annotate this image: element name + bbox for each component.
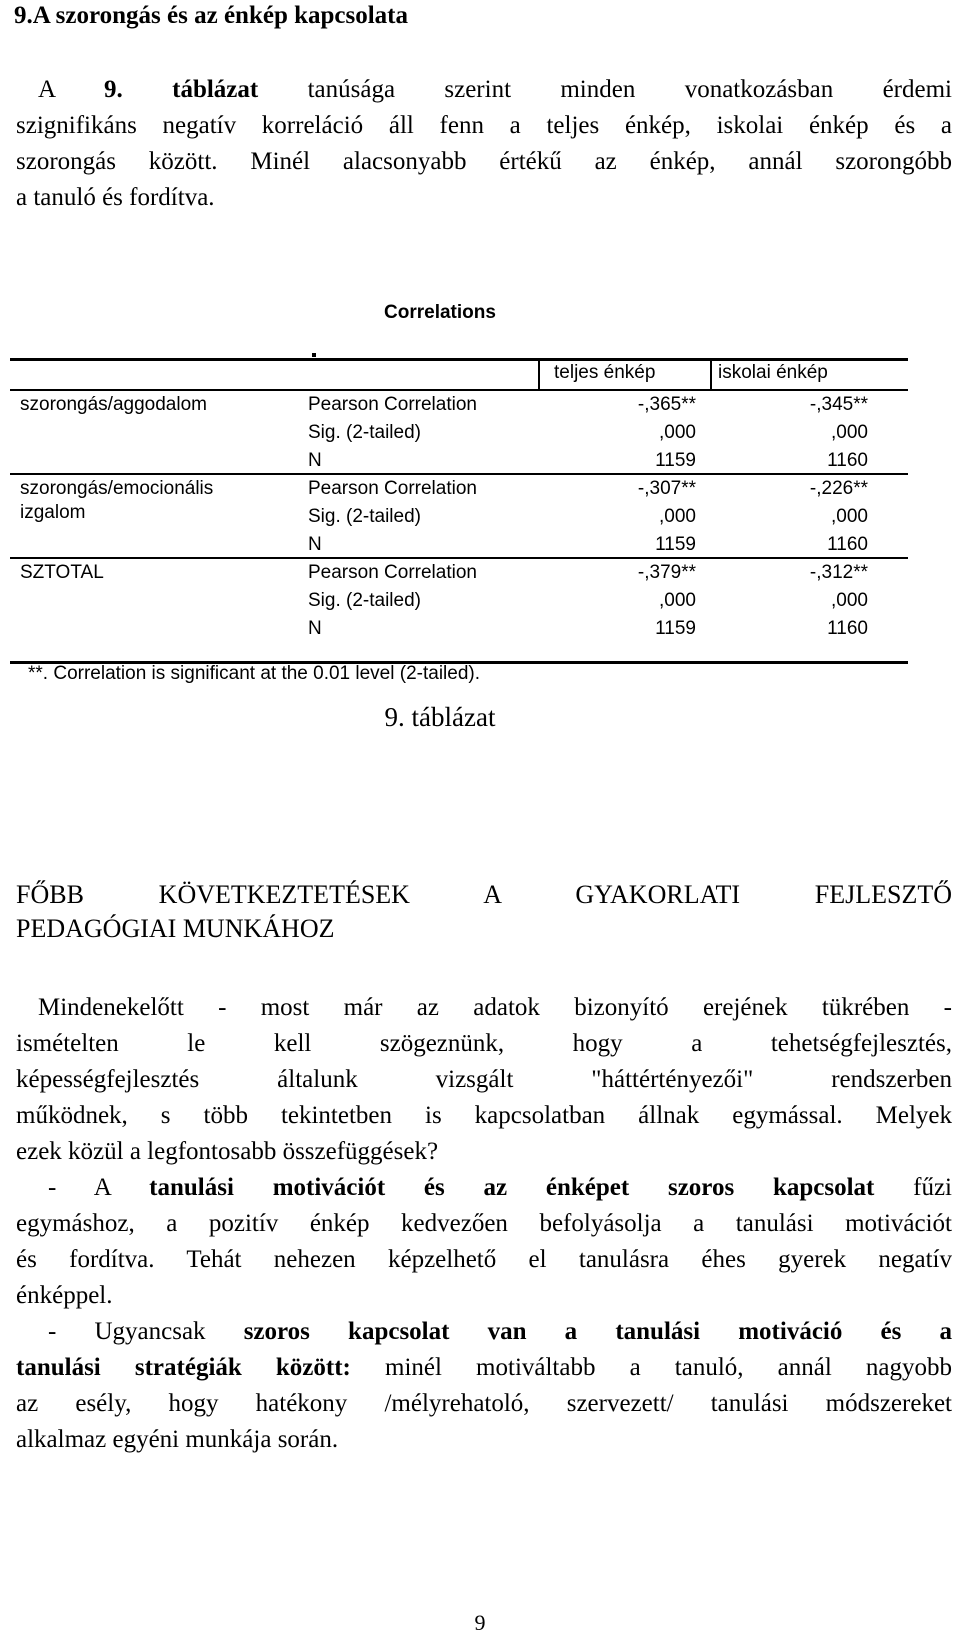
body-text [16, 990, 952, 1458]
cell-iskolai-enkep: 1160 [827, 618, 868, 639]
cell-iskolai-enkep: 1160 [827, 534, 868, 555]
table-marker [312, 353, 316, 357]
row-variable-label: szorongás/aggodalom [20, 394, 207, 415]
cell-iskolai-enkep: ,000 [831, 590, 868, 611]
row-statistic-label: Sig. (2-tailed) [308, 506, 421, 527]
body-line: ismételten le kell szögeznünk, hogy a tehetségfejlesztés, [16, 1030, 952, 1057]
row-variable-label: izgalom [20, 502, 86, 523]
column-divider [710, 361, 712, 391]
body-text-span: Mindenekelőtt - most már az adatok bizonyító erejének tükrében - [38, 994, 952, 1021]
cell-iskolai-enkep: -,312** [809, 562, 868, 583]
col-header-iskolai-enkep: iskolai énkép [718, 362, 828, 383]
row-statistic-label: N [308, 450, 322, 471]
body-line: énképpel. [16, 1282, 113, 1309]
row-variable-label: szorongás/emocionális [20, 478, 214, 499]
col-header-teljes-enkep: teljes énkép [554, 362, 656, 383]
cell-teljes-enkep: -,365** [637, 394, 696, 415]
row-statistic-label: Pearson Correlation [308, 478, 477, 499]
row-statistic-label: Sig. (2-tailed) [308, 590, 421, 611]
section-heading: 9.A szorongás és az énkép kapcsolata [14, 2, 409, 29]
row-statistic-label: Pearson Correlation [308, 394, 477, 415]
intro-text: A [38, 76, 105, 103]
row-statistic-label: N [308, 534, 322, 555]
body-text-span: - Ugyancsak [48, 1318, 244, 1345]
body-text-span: - A [48, 1174, 150, 1201]
intro-line-1 [16, 72, 952, 108]
body-line [16, 1314, 952, 1350]
cell-teljes-enkep: -,379** [637, 562, 696, 583]
cell-teljes-enkep: ,000 [659, 422, 696, 443]
body-line: az esély, hogy hatékony /mélyrehatoló, szervezett/ tanulási módszereket [16, 1390, 952, 1417]
cell-iskolai-enkep: -,345** [809, 394, 868, 415]
intro-line-3: szorongás között. Minél alacsonyabb értékű az énkép, annál szorongóbb [16, 148, 952, 175]
row-statistic-label: N [308, 618, 322, 639]
intro-text: tanúsága szerint minden vonatkozásban érdemi [258, 76, 953, 103]
body-line [16, 1170, 952, 1206]
heading-line-1: FŐBB KÖVETKEZTETÉSEK A GYAKORLATI FEJLESZTŐ [16, 880, 952, 909]
cell-teljes-enkep: 1159 [655, 450, 696, 471]
body-line [16, 990, 952, 1026]
correlations-table [10, 358, 908, 664]
cell-teljes-enkep: ,000 [659, 590, 696, 611]
column-divider [538, 361, 540, 391]
body-line: működnek, s több tekintetben is kapcsolatban állnak egymással. Melyek [16, 1102, 952, 1129]
heading-line-2: PEDAGÓGIAI MUNKÁHOZ [16, 914, 335, 943]
table-caption: 9. táblázat [384, 702, 496, 732]
body-text-span: minél motiváltabb a tanuló, annál nagyobb [350, 1354, 952, 1381]
row-variable-label: SZTOTAL [20, 562, 104, 583]
emphasis: tanulási stratégiák között: [16, 1354, 351, 1381]
body-line [16, 1350, 952, 1386]
body-line: képességfejlesztés általunk vizsgált "háttértényezői" rendszerben [16, 1066, 952, 1093]
body-line: ezek közül a legfontosabb összefüggések? [16, 1138, 439, 1165]
body-line: alkalmaz egyéni munkája során. [16, 1426, 339, 1453]
emphasis: tanulási motivációt és az énképet szoros kapcsolat [149, 1174, 875, 1201]
body-text-span: fűzi [874, 1174, 952, 1201]
cell-iskolai-enkep: 1160 [827, 450, 868, 471]
cell-teljes-enkep: 1159 [655, 534, 696, 555]
intro-line-4: a tanuló és fordítva. [16, 184, 215, 211]
correlations-title: Correlations [384, 302, 496, 323]
intro-line-2: szignifikáns negatív korreláció áll fenn a teljes énkép, iskolai énkép és a [16, 112, 952, 139]
row-statistic-label: Pearson Correlation [308, 562, 477, 583]
cell-iskolai-enkep: -,226** [809, 478, 868, 499]
row-statistic-label: Sig. (2-tailed) [308, 422, 421, 443]
table-footnote: **. Correlation is significant at the 0.01 level (2-tailed). [28, 663, 481, 684]
conclusions-heading [16, 878, 952, 946]
cell-teljes-enkep: 1159 [655, 618, 696, 639]
cell-iskolai-enkep: ,000 [831, 506, 868, 527]
intro-paragraph [16, 72, 952, 216]
body-line: egymáshoz, a pozitív énkép kedvezően befolyásolja a tanulási motivációt [16, 1210, 952, 1237]
page-number: 9 [474, 1610, 486, 1635]
emphasis: szoros kapcsolat van a tanulási motiváció és a [243, 1318, 952, 1345]
cell-iskolai-enkep: ,000 [831, 422, 868, 443]
table-reference: 9. táblázat [104, 76, 259, 103]
cell-teljes-enkep: ,000 [659, 506, 696, 527]
body-line: és fordítva. Tehát nehezen képzelhető el tanulásra éhes gyerek negatív [16, 1246, 952, 1273]
cell-teljes-enkep: -,307** [637, 478, 696, 499]
